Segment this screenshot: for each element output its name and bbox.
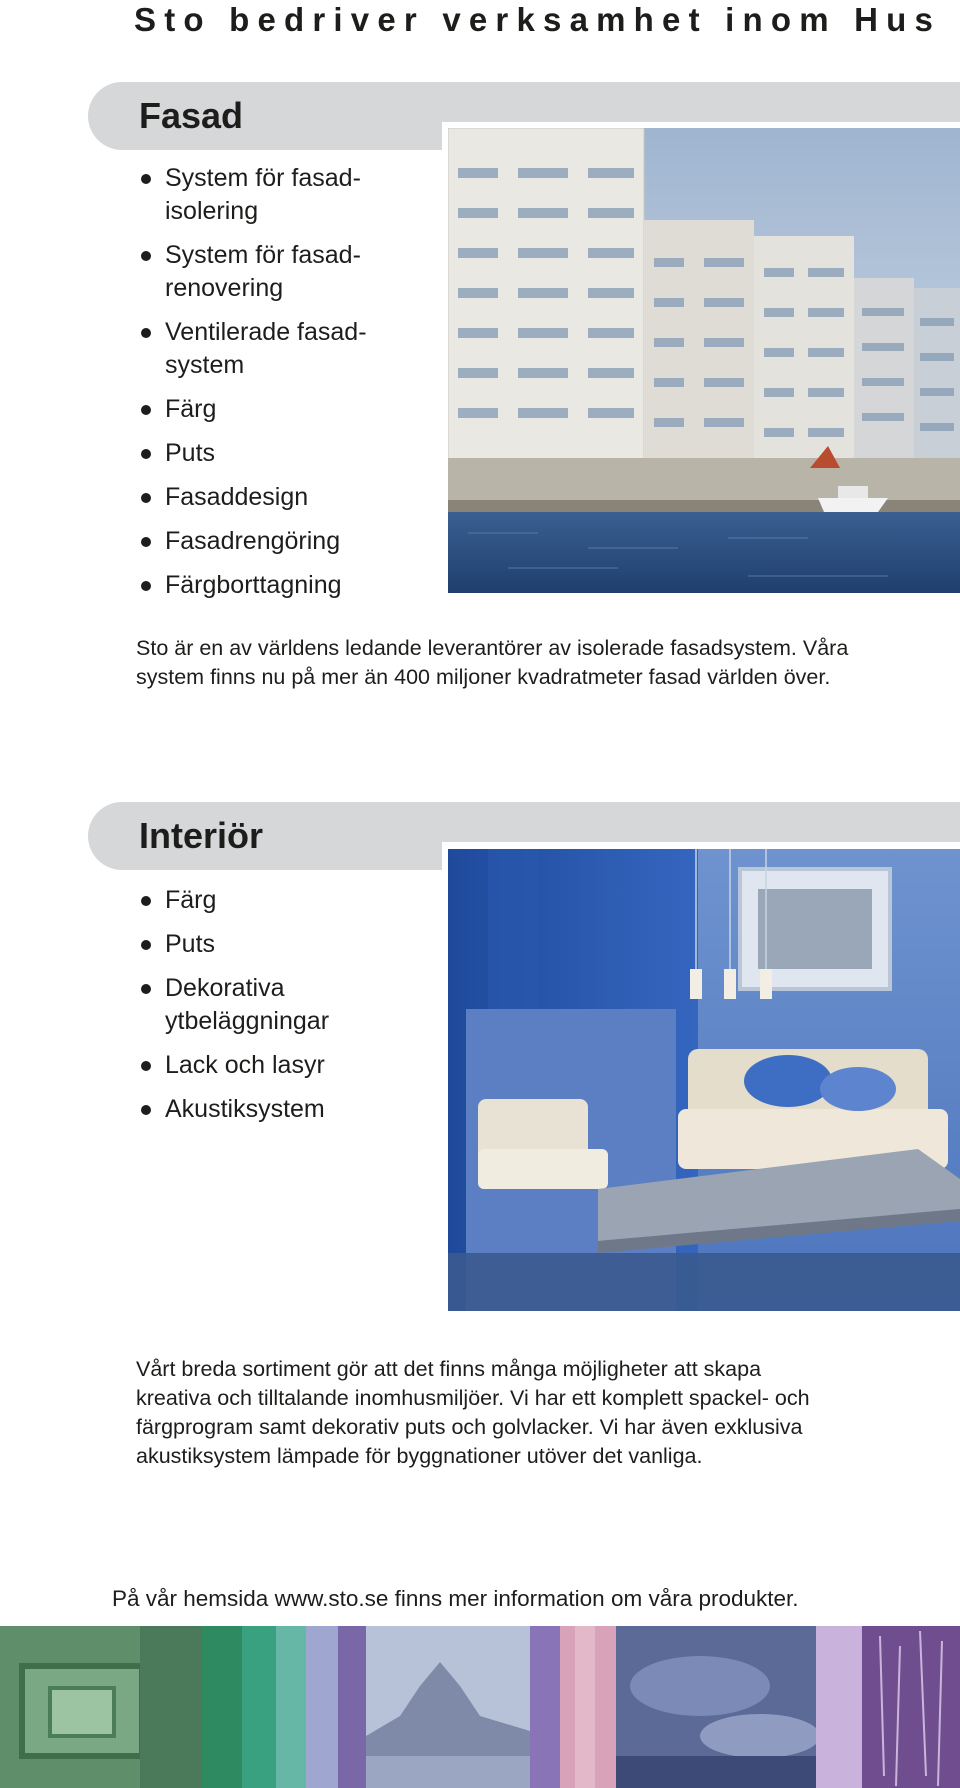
bullet-icon <box>141 449 151 459</box>
bullet-icon <box>141 251 151 261</box>
list-item: Fasadrengöring <box>139 525 429 558</box>
interior-description: Vårt breda sortiment gör att det finns många möjligheter att skapa kreativa och tilltalande inomhusmiljöer. Vi har ett komplett spackel- och färgprogram samt dekorativ puts och golvlacker. Vi har även exklusiva akustiksystem lämpade för byggnationer utöver det vanliga. <box>136 1357 810 1468</box>
bullet-icon <box>141 984 151 994</box>
list-item: Puts <box>139 437 429 470</box>
fasad-list <box>139 162 429 613</box>
website-info: På vår hemsida www.sto.se finns mer information om våra produkter. <box>112 1586 799 1611</box>
list-item: Akustiksystem <box>139 1093 429 1126</box>
list-item: System för fasad- isolering <box>139 162 429 228</box>
decorative-photo-strip <box>0 1626 960 1788</box>
bullet-icon <box>141 940 151 950</box>
harbor-buildings-image <box>448 128 960 593</box>
bullet-icon <box>141 405 151 415</box>
bullet-icon <box>141 896 151 906</box>
texture-collage-image <box>0 1626 960 1788</box>
bullet-icon <box>141 1061 151 1071</box>
bullet-icon <box>141 537 151 547</box>
list-item: Färgborttagning <box>139 569 429 602</box>
fasad-description: Sto är en av världens ledande leverantörer av isolerade fasadsystem. Våra system finns nu på mer än 400 miljoner kvadratmeter fasad världen över. <box>136 636 849 689</box>
bullet-icon <box>141 174 151 184</box>
list-item: Dekorativa ytbeläggningar <box>139 972 429 1038</box>
facade-photo <box>448 128 960 593</box>
list-item: Lack och lasyr <box>139 1049 429 1082</box>
page-title: Sto bedriver verksamhet inom Hus <box>134 1 942 38</box>
bullet-icon <box>141 493 151 503</box>
list-item: Ventilerade fasad- system <box>139 316 429 382</box>
living-room-image <box>448 849 960 1311</box>
bullet-icon <box>141 1105 151 1115</box>
interior-heading: Interiör <box>139 815 264 856</box>
list-item: Puts <box>139 928 429 961</box>
bullet-icon <box>141 581 151 591</box>
bullet-icon <box>141 328 151 338</box>
interior-photo <box>448 849 960 1311</box>
interior-list <box>139 884 429 1137</box>
list-item: Färg <box>139 393 429 426</box>
list-item: Färg <box>139 884 429 917</box>
fasad-heading: Fasad <box>139 95 244 136</box>
list-item: Fasaddesign <box>139 481 429 514</box>
list-item: System för fasad- renovering <box>139 239 429 305</box>
